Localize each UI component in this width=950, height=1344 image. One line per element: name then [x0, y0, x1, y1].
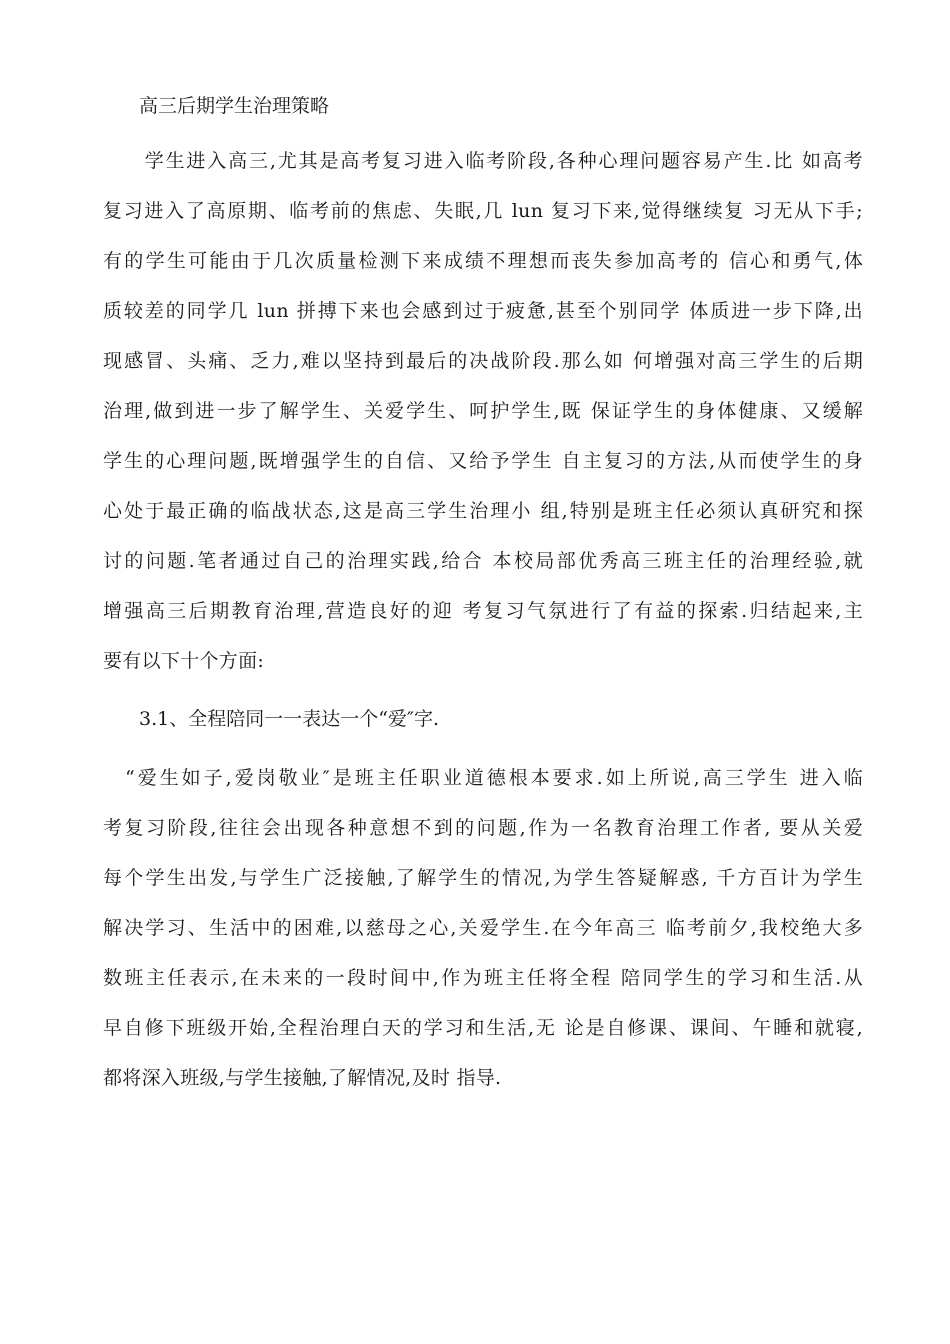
text-line: 复习进入了高原期、临考前的焦虑、失眠,几 lun 复习下来,觉得继续复 习无从下手; — [103, 200, 863, 222]
text-line: 治理,做到进一步了解学生、关爱学生、呵护学生,既 保证学生的身体健康、又缓解 — [103, 400, 863, 422]
text-line: 学生的心理问题,既增强学生的自信、又给予学生 自主复习的方法,从而使学生的身 — [103, 450, 863, 472]
text-line: 解决学习、生活中的困难,以慈母之心,关爱学生.在今年高三 临考前夕,我校绝大多 — [103, 917, 863, 939]
text-line: 考复习阶段,往往会出现各种意想不到的问题,作为一名教育治理工作者, 要从关爱 — [103, 817, 863, 839]
text-line: 早自修下班级开始,全程治理白天的学习和生活,无 论是自修课、课间、午睡和就寝, — [103, 1017, 863, 1039]
section-heading: 3.1、全程陪同一一表达一个“爱″字. — [139, 708, 440, 730]
text-line: 现感冒、头痛、乏力,难以坚持到最后的决战阶段.那么如 何增强对高三学生的后期 — [103, 350, 863, 372]
text-line: 都将深入班级,与学生接触,了解情况,及时 指导. — [103, 1067, 502, 1089]
text-line: 学生进入高三,尤其是高考复习进入临考阶段,各种心理问题容易产生.比 如高考 — [103, 150, 863, 172]
text-line: 增强高三后期教育治理,营造良好的迎 考复习气氛进行了有益的探索.归结起来,主 — [103, 600, 863, 622]
text-line: 有的学生可能由于几次质量检测下来成绩不理想而丧失参加高考的 信心和勇气,体 — [103, 250, 863, 272]
paragraph-section-3-1 — [103, 764, 863, 1114]
text-line: 要有以下十个方面: — [103, 650, 265, 672]
text-line: 质较差的同学几 lun 拼搏下来也会感到过于疲惫,甚至个别同学 体质进一步下降,出 — [103, 300, 863, 322]
paragraph-intro — [103, 147, 863, 697]
text-line: 每个学生出发,与学生广泛接触,了解学生的情况,为学生答疑解惑, 千方百计为学生 — [103, 867, 863, 889]
text-line: “爱生如子,爱岗敬业″是班主任职业道德根本要求.如上所说,高三学生 进入临 — [103, 767, 863, 789]
text-line: 讨的问题.笔者通过自己的治理实践,给合 本校局部优秀高三班主任的治理经验,就 — [103, 550, 863, 572]
text-line: 数班主任表示,在未来的一段时间中,作为班主任将全程 陪同学生的学习和生活.从 — [103, 967, 863, 989]
document-title: 高三后期学生治理策略 — [139, 95, 330, 117]
text-line: 心处于最正确的临战状态,这是高三学生治理小 组,特别是班主任必须认真研究和探 — [103, 500, 863, 522]
